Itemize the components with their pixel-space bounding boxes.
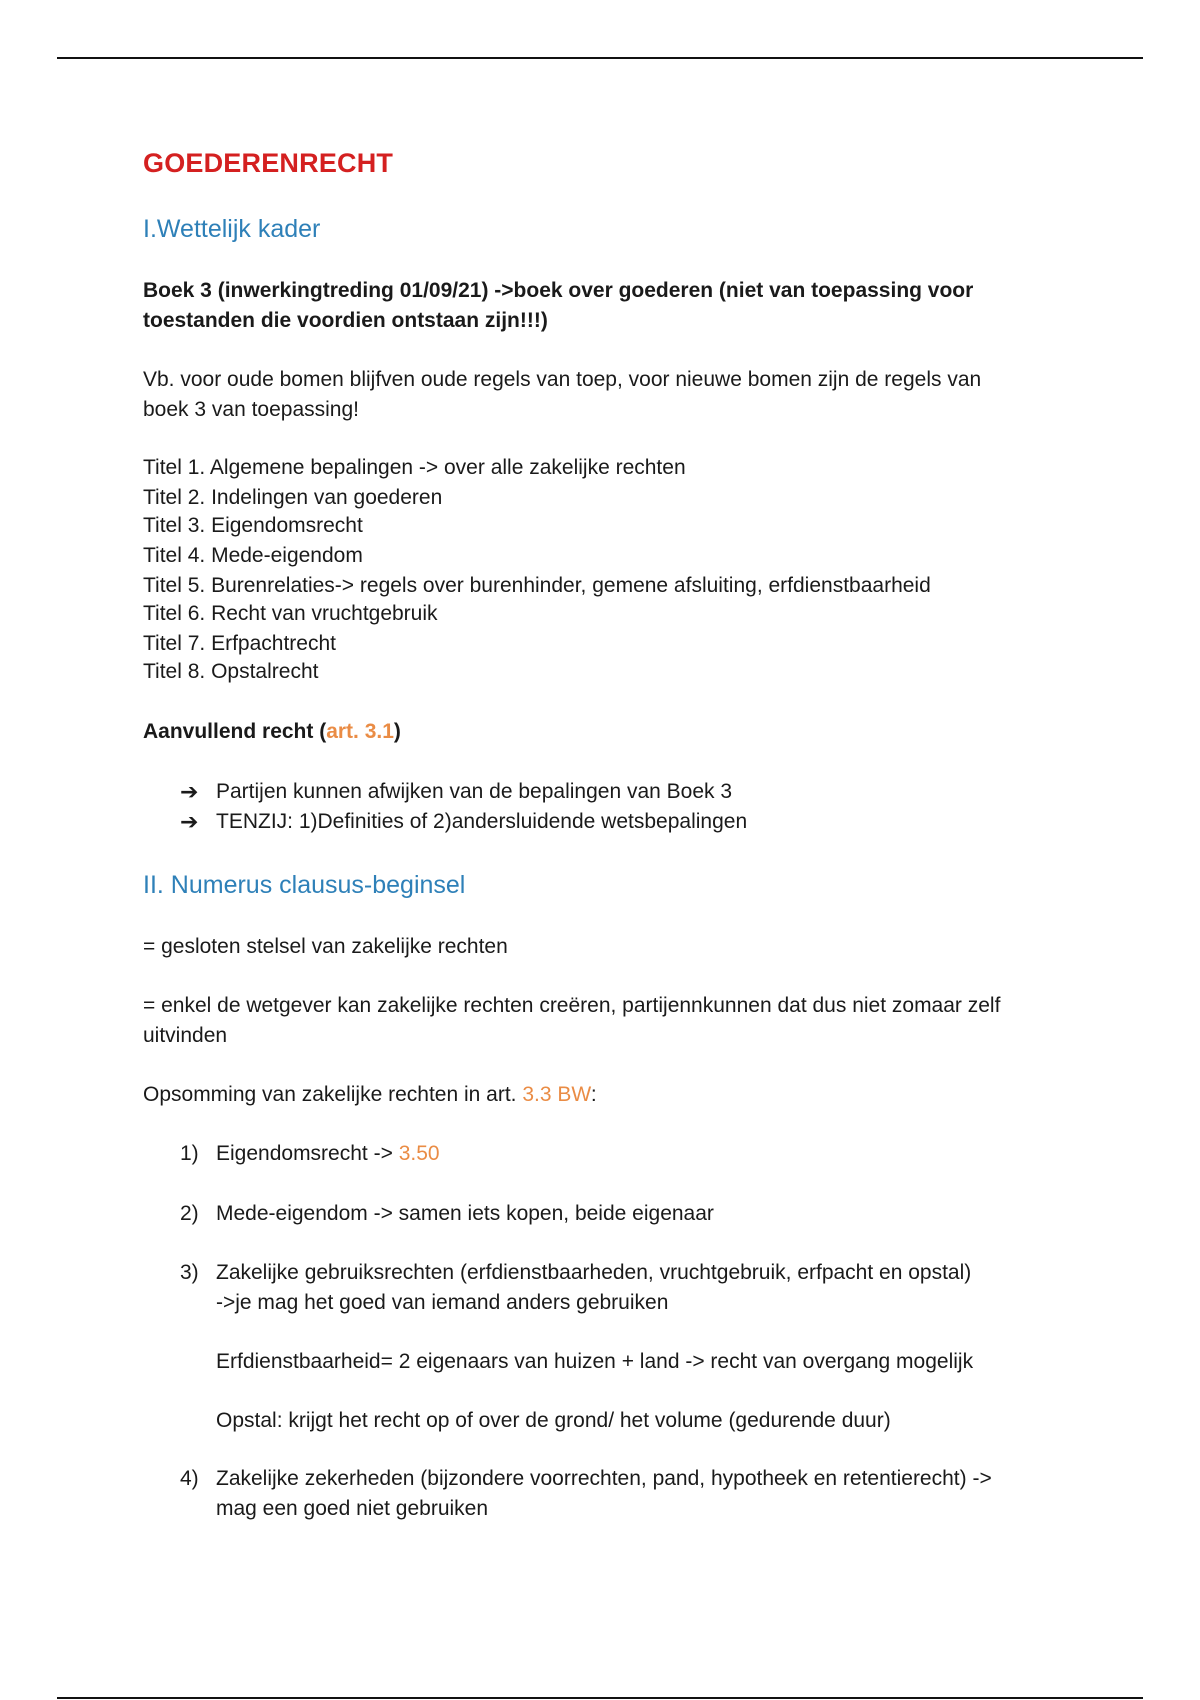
opsomming-colon: :: [590, 1083, 597, 1106]
item-number: 2): [180, 1202, 199, 1225]
item-text-line-2: ->je mag het goed van iemand anders gebruiken: [216, 1291, 669, 1314]
bullet-text: TENZIJ: 1)Definities of 2)andersluidende wetsbepalingen: [216, 810, 748, 833]
heading-wettelijk-kader: I.Wettelijk kader: [143, 215, 321, 243]
item-number: 4): [180, 1467, 199, 1490]
sub-note: Erfdienstbaarheid= 2 eigenaars van huizen + land -> recht van overgang mogelijk: [216, 1350, 974, 1373]
titel-item: Titel 3. Eigendomsrecht: [143, 514, 363, 537]
heading-numerus-clausus: II. Numerus clausus-beginsel: [143, 871, 466, 899]
titel-item: Titel 6. Recht van vruchtgebruik: [143, 602, 438, 625]
definition-2-line-2: uitvinden: [143, 1024, 228, 1047]
titel-item: Titel 5. Burenrelaties-> regels over burenhinder, gemene afsluiting, erfdienstbaarheid: [143, 574, 931, 597]
item-number: 1): [180, 1142, 199, 1165]
example-line-1: Vb. voor oude bomen blijfven oude regels van toep, voor nieuwe bomen zijn de regels van: [143, 368, 982, 391]
article-reference: art. 3.1: [326, 720, 394, 743]
aanvullend-close: ): [393, 720, 401, 743]
item-label: Eigendomsrecht ->: [216, 1142, 399, 1165]
article-reference: 3.3 BW: [522, 1083, 591, 1106]
aanvullend-label: Aanvullend recht (: [143, 720, 327, 743]
numbered-item: [143, 1464, 1043, 1524]
titel-item: Titel 2. Indelingen van goederen: [143, 486, 443, 509]
titel-item: Titel 7. Erfpachtrecht: [143, 632, 336, 655]
example-line-2: boek 3 van toepassing!: [143, 398, 359, 421]
definition-1: = gesloten stelsel van zakelijke rechten: [143, 935, 508, 958]
item-text-line-1: Zakelijke zekerheden (bijzondere voorrechten, pand, hypotheek en retentierecht) ->: [216, 1467, 992, 1490]
bottom-rule: [57, 1697, 1143, 1699]
item-number: 3): [180, 1261, 199, 1284]
titel-item: Titel 4. Mede-eigendom: [143, 544, 363, 567]
aanvullend-recht-line: [143, 717, 401, 747]
opsomming-line: [143, 1080, 597, 1110]
numbered-item: [143, 1258, 1043, 1318]
opsomming-text: Opsomming van zakelijke rechten in art.: [143, 1083, 523, 1106]
arrow-right-icon: ➔: [180, 779, 199, 804]
document-title: GOEDERENRECHT: [143, 148, 394, 178]
top-rule: [57, 57, 1143, 59]
bullet-text: Partijen kunnen afwijken van de bepalingen van Boek 3: [216, 780, 733, 803]
item-text: Mede-eigendom -> samen iets kopen, beide eigenaar: [216, 1202, 714, 1225]
item-text-line-2: mag een goed niet gebruiken: [216, 1497, 489, 1520]
intro-line-1: Boek 3 (inwerkingtreding 01/09/21) ->boek over goederen (niet van toepassing voor: [143, 279, 974, 302]
sub-note: Opstal: krijgt het recht op of over de grond/ het volume (gedurende duur): [216, 1409, 891, 1432]
arrow-right-icon: ➔: [180, 809, 199, 834]
article-reference: 3.50: [398, 1142, 440, 1165]
item-text: [216, 1139, 440, 1169]
titel-item: Titel 1. Algemene bepalingen -> over alle zakelijke rechten: [143, 456, 686, 479]
definition-2-line-1: = enkel de wetgever kan zakelijke rechten creëren, partijennkunnen dat dus niet zomaar zelf: [143, 994, 1001, 1017]
titel-item: Titel 8. Opstalrecht: [143, 660, 319, 683]
intro-line-2: toestanden die voordien ontstaan zijn!!!): [143, 309, 548, 332]
item-text-line-1: Zakelijke gebruiksrechten (erfdienstbaarheden, vruchtgebruik, erfpacht en opstal): [216, 1261, 972, 1284]
